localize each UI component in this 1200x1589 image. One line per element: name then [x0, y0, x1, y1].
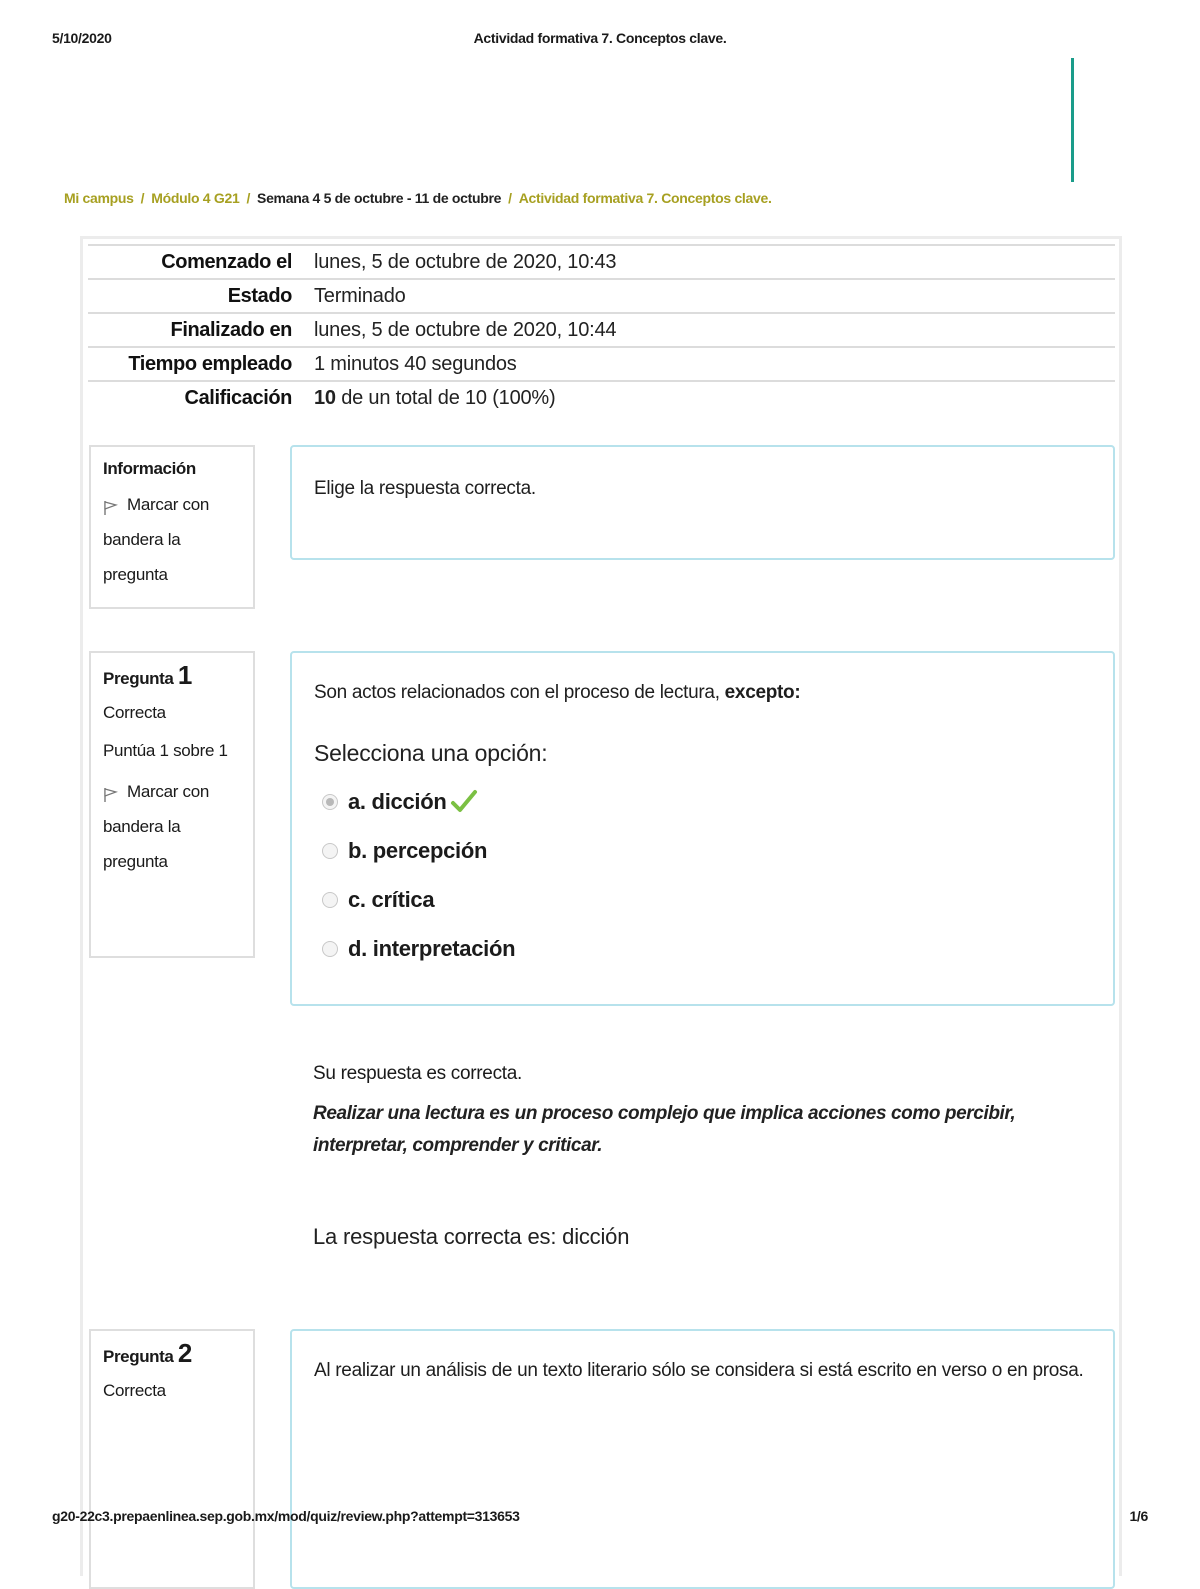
breadcrumb-separator: /: [508, 190, 512, 206]
option-d-label: d. interpretación: [348, 935, 516, 961]
option-b-radio[interactable]: [322, 843, 338, 859]
question-text: Al realizar un análisis de un texto literario sólo se considera si está escrito en verso o en prosa.: [314, 1360, 1084, 1381]
right-answer: La respuesta correcta es: dicción: [313, 1224, 630, 1249]
answer-prompt: Selecciona una opción:: [314, 740, 548, 766]
time-label: Tiempo empleado: [128, 352, 292, 375]
info-text: Elige la respuesta correcta.: [314, 478, 536, 499]
flag-question-text: Marcar con bandera la pregunta: [103, 495, 210, 584]
breadcrumb-modulo[interactable]: Módulo 4 G21: [151, 190, 240, 206]
feedback-status: Su respuesta es correcta.: [313, 1063, 522, 1084]
flag-question-text: Marcar con bandera la pregunta: [103, 782, 210, 871]
summary-row-grade: [88, 381, 1115, 415]
started-label: Comenzado el: [161, 250, 292, 273]
print-url: g20-22c3.prepaenlinea.sep.gob.mx/mod/quiz/review.php?attempt=313653: [52, 1508, 520, 1524]
info-sidebar: [89, 445, 255, 609]
option-c-radio[interactable]: [322, 892, 338, 908]
question-number: 2: [177, 1338, 192, 1368]
option-d[interactable]: [314, 924, 1091, 973]
flag-question-link[interactable]: [103, 774, 241, 879]
grade-number: 10: [314, 387, 336, 409]
question-label-text: Pregunta: [103, 669, 174, 688]
info-label: Información: [103, 459, 196, 478]
finished-label: Finalizado en: [170, 318, 292, 341]
answer-options: [314, 777, 1091, 973]
question-number: 1: [177, 660, 192, 690]
breadcrumb-actividad[interactable]: Actividad formativa 7. Conceptos clave.: [518, 190, 772, 206]
question-label-text: Pregunta: [103, 1347, 174, 1366]
print-title: Actividad formativa 7. Conceptos clave.: [473, 30, 727, 46]
feedback-general: Realizar una lectura es un proceso complejo que implica acciones como percibir, interpretar, comprender y criticar.: [313, 1103, 1016, 1156]
summary-row-finished: [88, 313, 1115, 347]
option-b[interactable]: [314, 826, 1091, 875]
question-2-sidebar: [89, 1329, 255, 1589]
flag-icon: [103, 498, 119, 516]
option-a-label: a. dicción: [348, 788, 447, 814]
question-2-content-box: [290, 1329, 1115, 1589]
question-1-content-box: [290, 651, 1115, 1006]
question-grade: Puntúa 1 sobre 1: [103, 741, 228, 760]
question-text: [314, 677, 1091, 708]
summary-row-started: [88, 245, 1115, 279]
info-content-box: [290, 445, 1115, 560]
time-value: 1 minutos 40 segundos: [314, 352, 517, 375]
correct-check-icon: [450, 788, 478, 816]
attempt-summary-table: [88, 244, 1115, 415]
question-1-sidebar: [89, 651, 255, 958]
state-label: Estado: [227, 284, 292, 307]
option-a-radio[interactable]: [322, 794, 338, 810]
accent-bar: [1071, 58, 1074, 182]
question-text-main: Son actos relacionados con el proceso de lectura,: [314, 682, 720, 703]
summary-row-state: [88, 279, 1115, 313]
summary-row-time: [88, 347, 1115, 381]
flag-icon: [103, 785, 119, 803]
finished-value: lunes, 5 de octubre de 2020, 10:44: [314, 318, 617, 341]
started-value: lunes, 5 de octubre de 2020, 10:43: [314, 250, 617, 273]
print-footer: [52, 1508, 1148, 1524]
option-a[interactable]: [314, 777, 1091, 826]
question-1-feedback: [313, 1060, 1103, 1250]
breadcrumb-semana: Semana 4 5 de octubre - 11 de octubre: [257, 190, 502, 206]
breadcrumb-mi-campus[interactable]: Mi campus: [64, 190, 134, 206]
option-c-label: c. crítica: [348, 886, 435, 912]
grade-rest: de un total de 10 (100%): [341, 387, 556, 409]
question-state: Correcta: [103, 703, 166, 722]
print-date: 5/10/2020: [52, 30, 112, 46]
grade-label: Calificación: [184, 387, 292, 409]
flag-question-link[interactable]: [103, 487, 241, 592]
breadcrumb-separator: /: [140, 190, 145, 206]
print-header: [52, 30, 1148, 50]
breadcrumb: [64, 190, 772, 206]
option-b-label: b. percepción: [348, 837, 488, 863]
question-label: [103, 1338, 241, 1369]
question-text-emphasis: excepto:: [724, 682, 801, 703]
grade-value: [302, 381, 1115, 415]
print-page-number: 1/6: [1129, 1508, 1148, 1524]
question-label: [103, 660, 241, 691]
question-state: Correcta: [103, 1381, 166, 1400]
option-d-radio[interactable]: [322, 941, 338, 957]
breadcrumb-separator: /: [246, 190, 251, 206]
state-value: Terminado: [314, 284, 406, 307]
option-c[interactable]: [314, 875, 1091, 924]
